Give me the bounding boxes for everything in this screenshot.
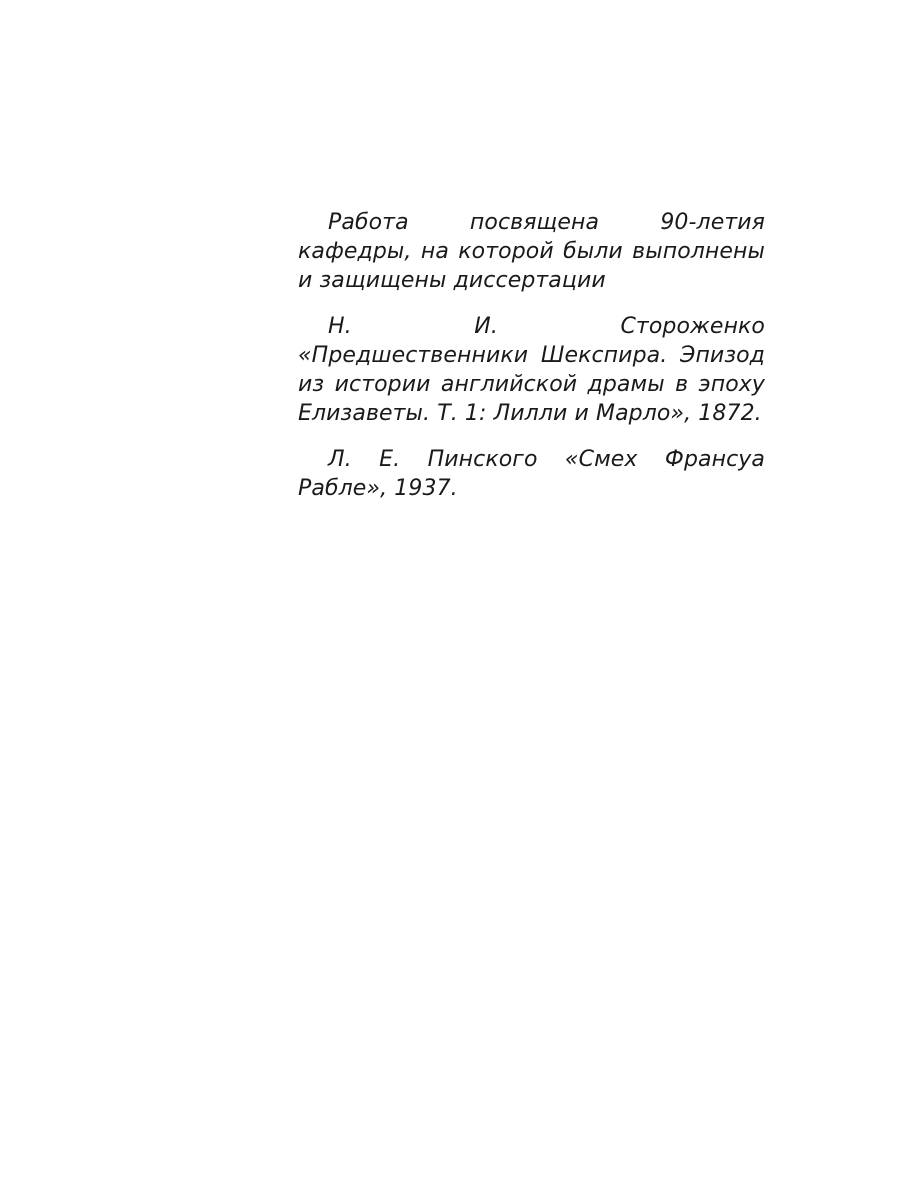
- dedication-storozhenko-paragraph: Н. И. Стороженко «Предшественники Шекспира. Эпизод из истории английской драмы в эпоху Елизаветы. Т. 1: Лилли и Марло», 1872.: [298, 314, 765, 426]
- dedication-block: [298, 208, 765, 520]
- dedication-pinsky-paragraph: Л. Е. Пинского «Смех Франсуа Рабле», 1937.: [298, 447, 765, 501]
- dedication-intro-paragraph: Работа посвящена 90-летия кафедры, на которой были выполнены и защищены диссертации: [298, 210, 765, 293]
